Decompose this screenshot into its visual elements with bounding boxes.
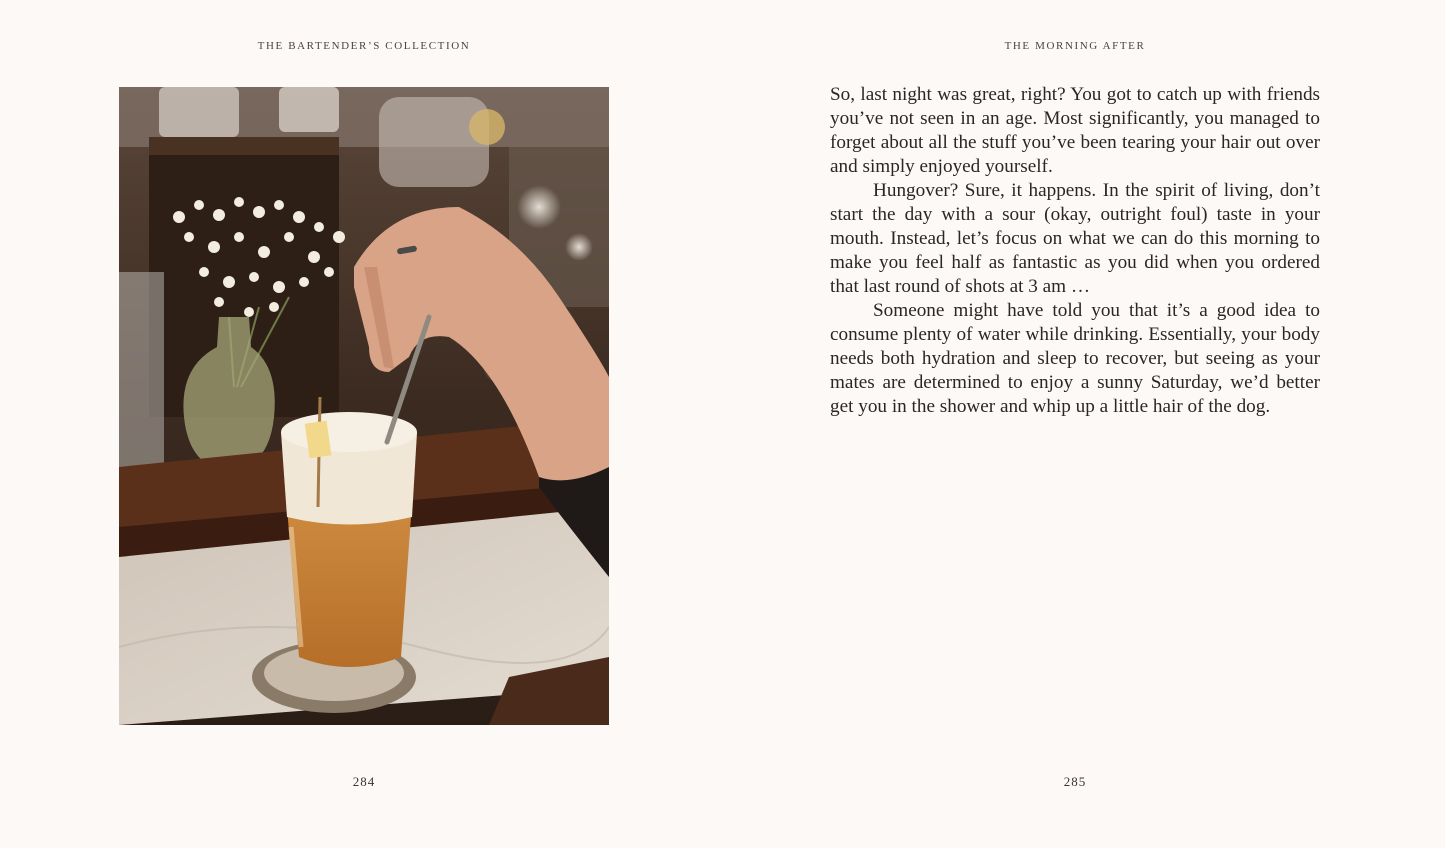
running-head-left: THE BARTENDER’S COLLECTION xyxy=(257,40,471,52)
page-number-right: 285 xyxy=(1063,774,1087,789)
running-head-right: THE MORNING AFTER xyxy=(1004,40,1146,52)
left-page xyxy=(0,0,722,848)
body-text xyxy=(830,83,1320,419)
cocktail-illustration xyxy=(119,87,609,725)
right-page xyxy=(722,0,1445,848)
cocktail-photo xyxy=(119,87,609,725)
paragraph-2: Hungover? Sure, it happens. In the spirit of living, don’t start the day with a sour (okay, outright foul) taste in your mouth. Instead, let’s focus on what we can do this morning to make you feel half as fantastic as you did when you ordered that last round of shots at 3 am … xyxy=(830,180,1320,297)
paragraph-3: Someone might have told you that it’s a good idea to consume plenty of water while drinking. Essentially, your body needs both hydration and sleep to recover, but seeing as your mates are determined to enjoy a sunny Saturday, we’d better get you in the shower and whip up a little hair of the dog. xyxy=(830,300,1320,417)
page-number-left: 284 xyxy=(352,774,376,789)
paragraph-1: So, last night was great, right? You got to catch up with friends you’ve not seen in an age. Most significantly, you managed to forget about all the stuff you’ve been tearing your hair out over and simply enjoyed yourself. xyxy=(830,84,1320,177)
